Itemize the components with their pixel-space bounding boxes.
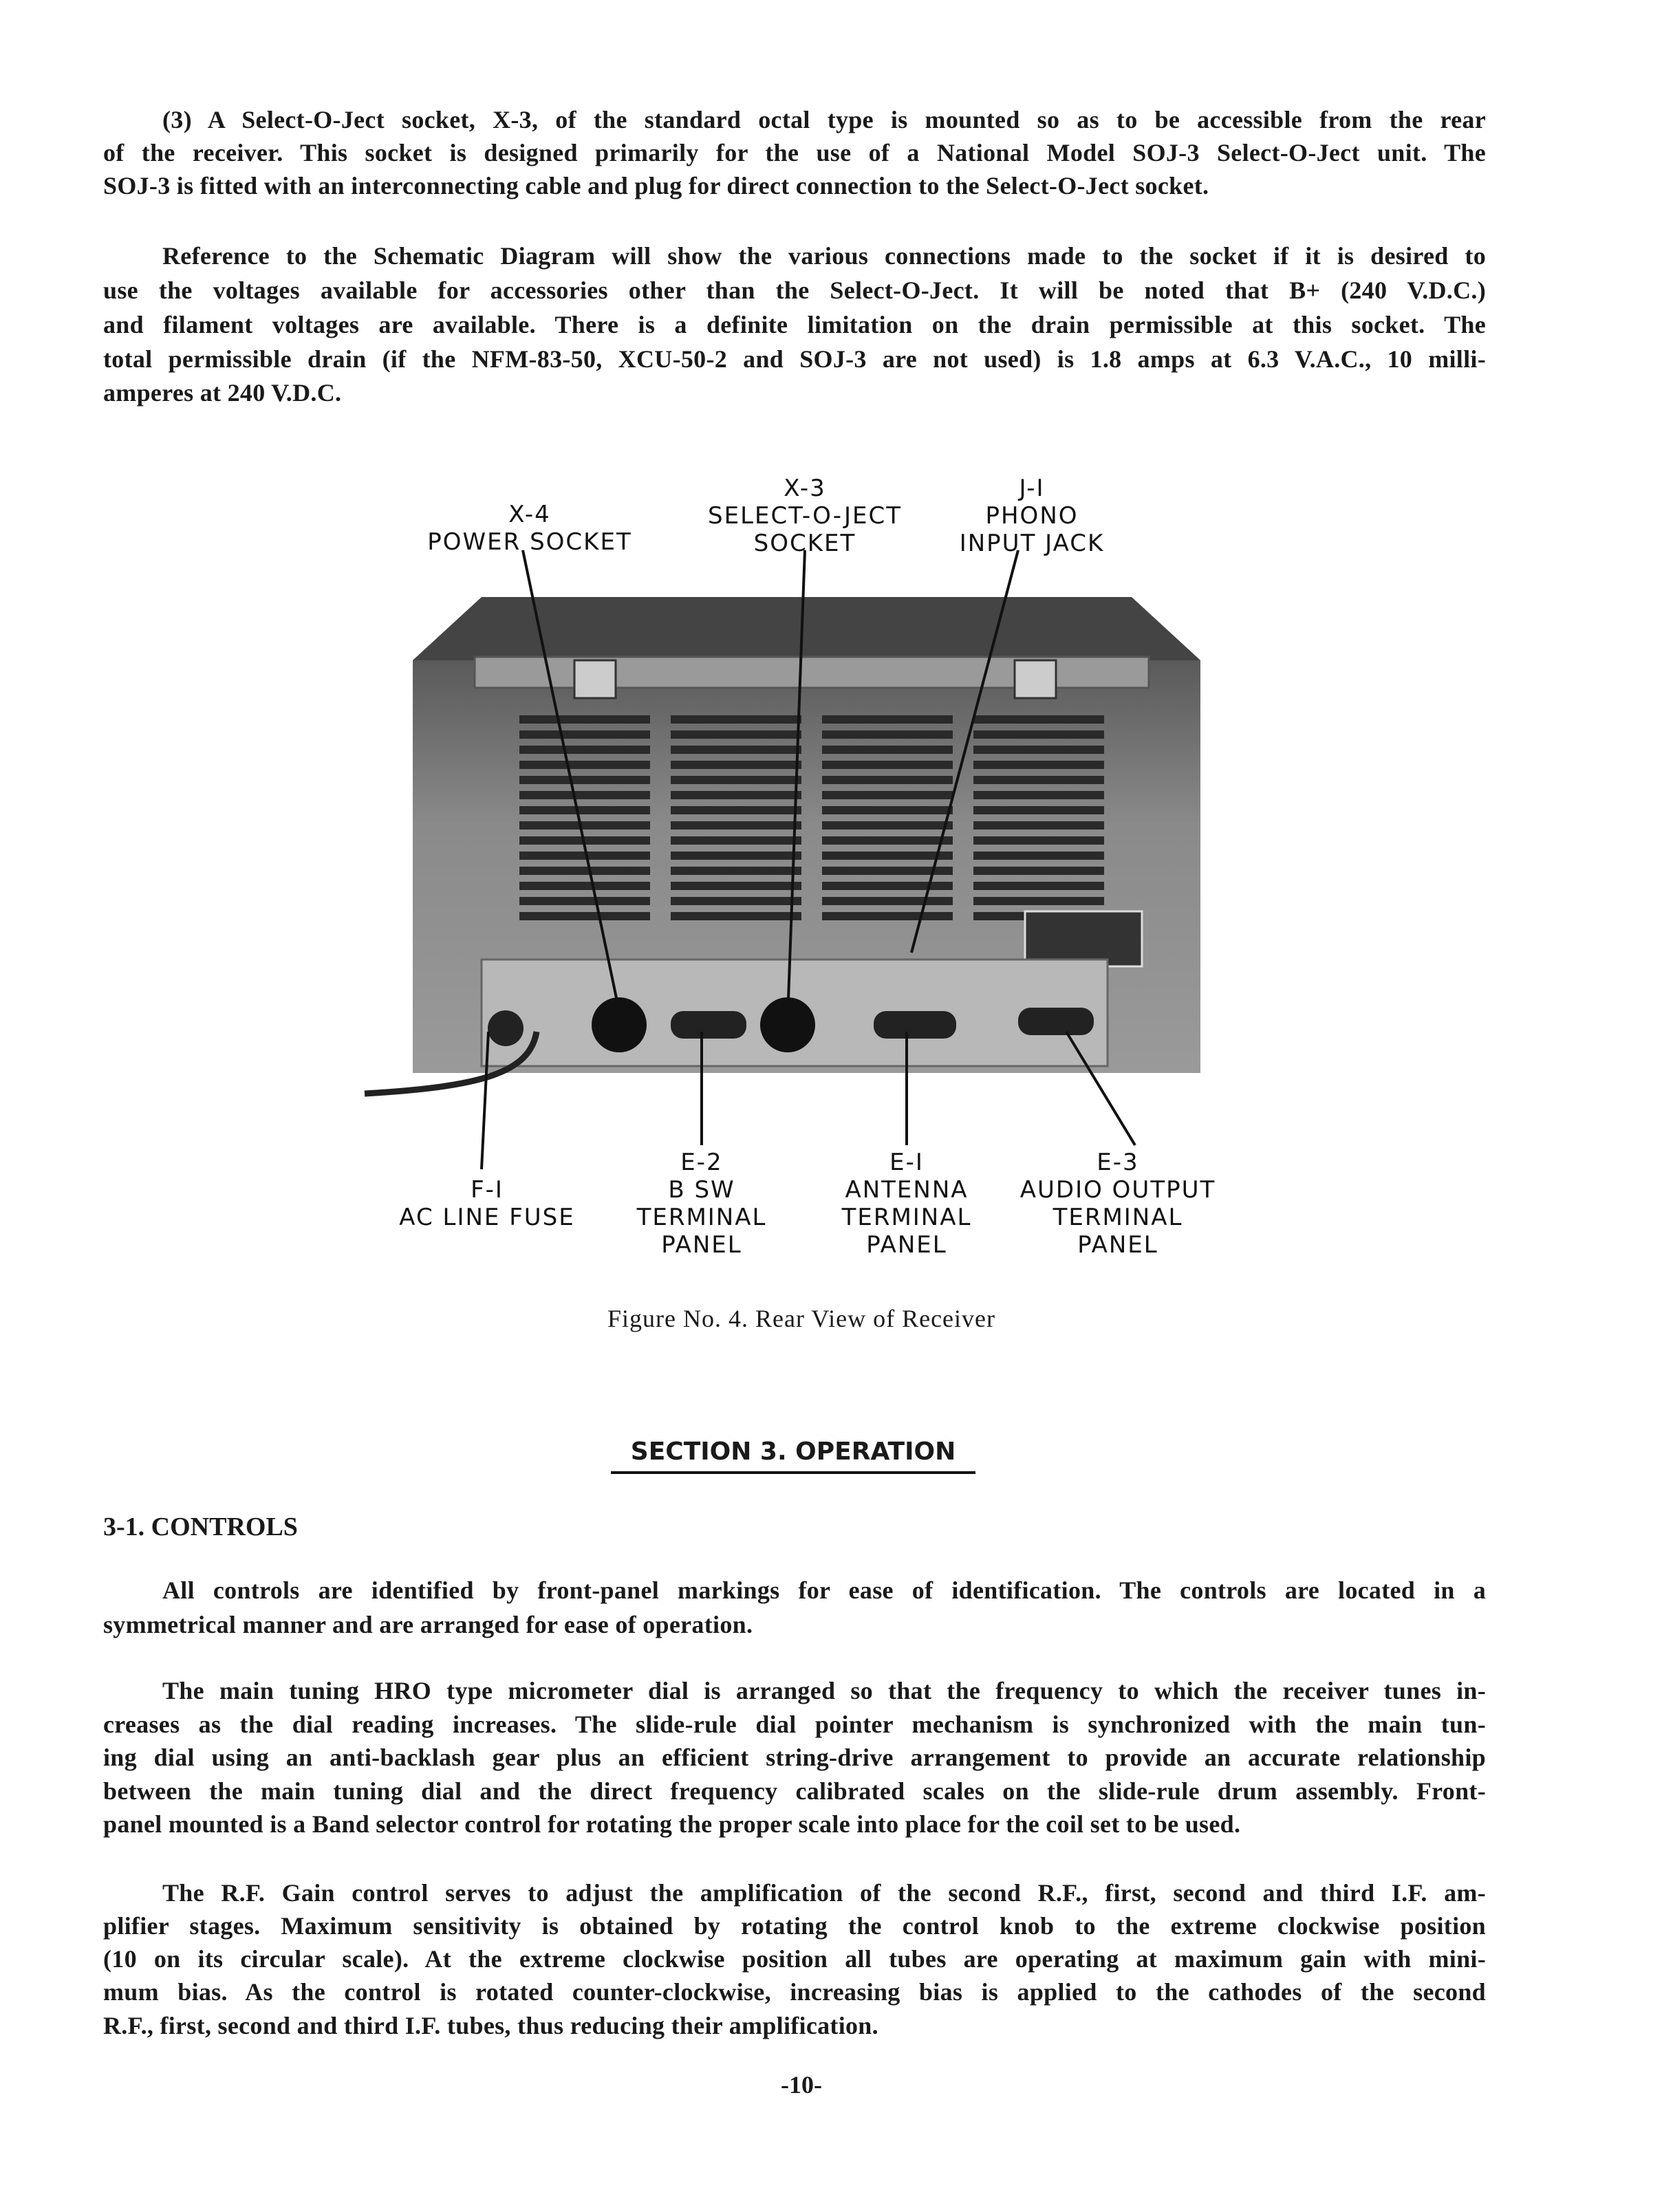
cabinet-lid xyxy=(413,597,1200,660)
label-x4 xyxy=(427,501,632,556)
label-name: TERMINAL xyxy=(1053,1204,1183,1231)
label-f1 xyxy=(399,1176,574,1231)
antenna-terminal-strip xyxy=(874,1011,956,1039)
text-line: symmetrical manner and are arranged for ease of operation. xyxy=(103,1611,753,1638)
text-line: plifier stages. Maximum sensitivity is obtained by rotating the control knob to the extreme clockwise position xyxy=(103,1912,1486,1940)
text-line: Reference to the Schematic Diagram will show the various connections made to the socket if it is desired to xyxy=(162,242,1486,270)
text-line: ing dial using an anti-backlash gear plus an efficient string-drive arrangement to provide an accurate relationship xyxy=(103,1744,1486,1771)
bsw-terminal-strip xyxy=(671,1011,746,1039)
audio-terminal-strip xyxy=(1018,1008,1094,1035)
label-name: PANEL xyxy=(866,1231,947,1259)
label-id: X-3 xyxy=(784,475,826,502)
text-line: use the voltages available for accessories other than the Select-O-Ject. It will be noted that B+ (240 V.D.C.) xyxy=(103,276,1486,304)
fuse-holder xyxy=(488,1010,524,1046)
label-name: SOCKET xyxy=(753,530,856,557)
text-line: (10 on its circular scale). At the extreme clockwise position all tubes are operating at maximum gain with mini- xyxy=(103,1945,1486,1973)
label-name: PANEL xyxy=(661,1231,742,1259)
label-name: TERMINAL xyxy=(841,1204,972,1231)
text-line: The R.F. Gain control serves to adjust the amplification of the second R.F., first, second and third I.F. am- xyxy=(162,1879,1486,1907)
label-name: POWER SOCKET xyxy=(427,528,632,556)
label-id: X-4 xyxy=(508,501,551,528)
label-name: AC LINE FUSE xyxy=(399,1204,575,1231)
text-line: panel mounted is a Band selector control for rotating the proper scale into place for the coil set to be used. xyxy=(103,1810,1241,1838)
label-name: ANTENNA xyxy=(845,1176,969,1204)
text-line: All controls are identified by front-panel markings for ease of identification. The controls are located in a xyxy=(162,1576,1486,1604)
text-line: The main tuning HRO type micrometer dial is arranged so that the frequency to which the receiver tunes in- xyxy=(162,1677,1486,1704)
label-name: INPUT JACK xyxy=(959,530,1105,557)
subsection-heading: 3-1. CONTROLS xyxy=(103,1512,298,1541)
label-name: AUDIO OUTPUT xyxy=(1019,1176,1216,1204)
label-e3 xyxy=(1020,1149,1216,1259)
label-id: E-2 xyxy=(680,1149,723,1176)
label-name: TERMINAL xyxy=(636,1204,767,1231)
text-line: amperes at 240 V.D.C. xyxy=(103,379,342,406)
page-number: -10- xyxy=(781,2071,822,2099)
text-line: of the receiver. This socket is designed primarily for the use of a National Model SOJ-3 Select-O-Ject unit. The xyxy=(103,139,1486,166)
text-line: R.F., first, second and third I.F. tubes, thus reducing their amplification. xyxy=(103,2012,878,2039)
figure-caption: Figure No. 4. Rear View of Receiver xyxy=(607,1305,995,1332)
label-j1 xyxy=(960,475,1105,557)
text-line: SOJ-3 is fitted with an interconnecting cable and plug for direct connection to the Select-O-Ject socket. xyxy=(103,172,1209,199)
text-line: creases as the dial reading increases. The slide-rule dial pointer mechanism is synchronized with the main tun- xyxy=(103,1711,1486,1738)
label-name: B SW xyxy=(668,1176,735,1204)
text-line: between the main tuning dial and the direct frequency calibrated scales on the slide-rule drum assembly. Front- xyxy=(103,1777,1486,1805)
text-line: (3) A Select-O-Ject socket, X-3, of the standard octal type is mounted so as to be accessible from the rear xyxy=(162,106,1486,133)
section-heading: SECTION 3. OPERATION xyxy=(611,1438,975,1474)
label-name: PANEL xyxy=(1077,1231,1158,1259)
text-line: mum bias. As the control is rotated counter-clockwise, increasing bias is applied to the cathodes of the second xyxy=(103,1978,1486,2006)
label-e1 xyxy=(842,1149,972,1259)
text-line: total permissible drain (if the NFM-83-50, XCU-50-2 and SOJ-3 are not used) is 1.8 amps at 6.3 V.A.C., 10 milli- xyxy=(103,345,1486,373)
label-e2 xyxy=(637,1149,767,1259)
nameplate xyxy=(1025,911,1142,966)
label-id: E-I xyxy=(889,1149,924,1176)
text-line: and filament voltages are available. There is a definite limitation on the drain permissible at this socket. The xyxy=(103,311,1486,338)
label-name: SELECT-O-JECT xyxy=(708,502,902,530)
label-id: E-3 xyxy=(1097,1149,1139,1176)
label-id: F-I xyxy=(471,1176,504,1204)
label-name: PHONO xyxy=(985,502,1079,530)
label-id: J-I xyxy=(1019,475,1045,502)
label-x3 xyxy=(708,475,902,557)
